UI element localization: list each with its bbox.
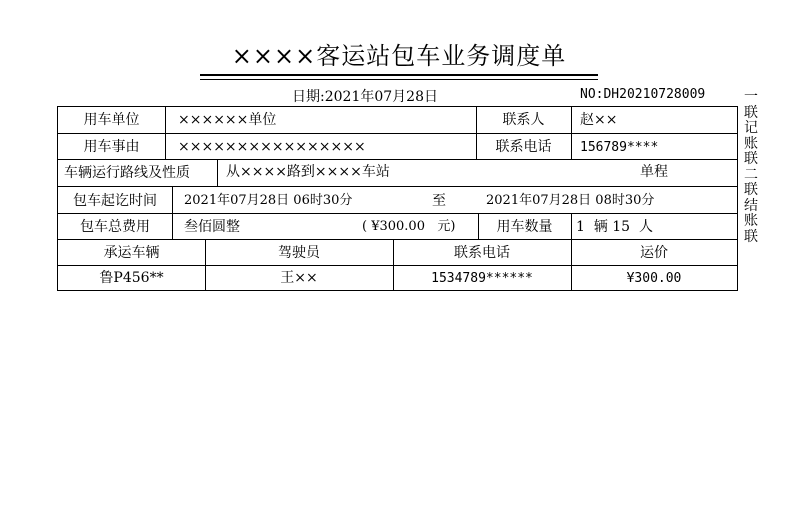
col-divider (172, 213, 173, 239)
phone-label: 联系电话 (495, 139, 552, 155)
cell-phone: 1534789****** (431, 271, 533, 286)
side-char: 账 (744, 213, 758, 229)
side-char: 二 (744, 166, 758, 183)
col-divider (217, 159, 218, 186)
col-header-phone: 联系电话 (454, 245, 510, 261)
row-divider (58, 265, 737, 266)
date-line (292, 86, 438, 106)
dispatch-form (57, 106, 738, 291)
col-divider (172, 186, 173, 213)
unit-label: 用车单位 (83, 112, 140, 128)
fee-label: 包车总费用 (80, 219, 150, 235)
row-divider (58, 213, 737, 214)
cell-driver: 王×× (280, 270, 318, 286)
fee-words: 叁佰圆整 (184, 219, 240, 235)
number-value: DH20210728009 (603, 87, 706, 102)
side-char: 一 (744, 89, 758, 105)
date-value: 2021年07月28日 (324, 89, 438, 105)
cell-price: ¥300.00 (626, 271, 682, 286)
col-header-driver: 驾驶员 (278, 245, 320, 261)
purpose-label: 用车事由 (83, 139, 140, 155)
copy-note-vertical (742, 90, 760, 245)
phone-value: 156789**** (580, 140, 659, 155)
row-divider (58, 133, 737, 134)
side-char: 联 (744, 151, 758, 167)
col-header-price: 运价 (640, 245, 668, 261)
trip-type: 单程 (640, 164, 668, 180)
side-char: 账 (744, 135, 758, 152)
row-divider (58, 239, 737, 240)
time-to: 至 (432, 193, 446, 209)
time-label: 包车起讫时间 (73, 193, 157, 209)
col-header-vehicle: 承运车辆 (103, 245, 160, 261)
number-label: NO: (580, 87, 604, 102)
side-char: 联 (744, 228, 758, 245)
title-rule-thin (200, 79, 598, 80)
date-label: 日期: (292, 89, 325, 105)
unit-value: ××××××单位 (178, 112, 277, 128)
purpose-value: ×××××××××××××××× (178, 139, 366, 155)
fee-amount: ( ¥300.00 元) (362, 219, 456, 234)
side-char: 记 (744, 120, 758, 136)
contact-value: 赵×× (580, 112, 618, 128)
qty-label: 用车数量 (496, 219, 553, 235)
side-char: 联 (744, 182, 758, 198)
row-divider (58, 186, 737, 187)
col-divider (165, 107, 166, 159)
contact-label: 联系人 (502, 112, 545, 128)
time-end: 2021年07月28日 08时30分 (486, 193, 655, 208)
number-line (580, 87, 705, 102)
title-rule-thick (200, 74, 598, 76)
side-char: 联 (744, 104, 758, 121)
row-divider (58, 159, 737, 160)
route-value: 从××××路到××××车站 (226, 164, 390, 180)
col-divider (571, 107, 572, 159)
time-start: 2021年07月28日 06时30分 (184, 193, 353, 208)
col-divider (571, 213, 572, 239)
cell-vehicle: 鲁P456** (99, 270, 164, 286)
route-label: 车辆运行路线及性质 (64, 165, 190, 181)
page-title: ××××客运站包车业务调度单 (231, 42, 567, 70)
qty-value: 1 辆 15 人 (576, 219, 653, 235)
side-char: 结 (744, 197, 758, 214)
